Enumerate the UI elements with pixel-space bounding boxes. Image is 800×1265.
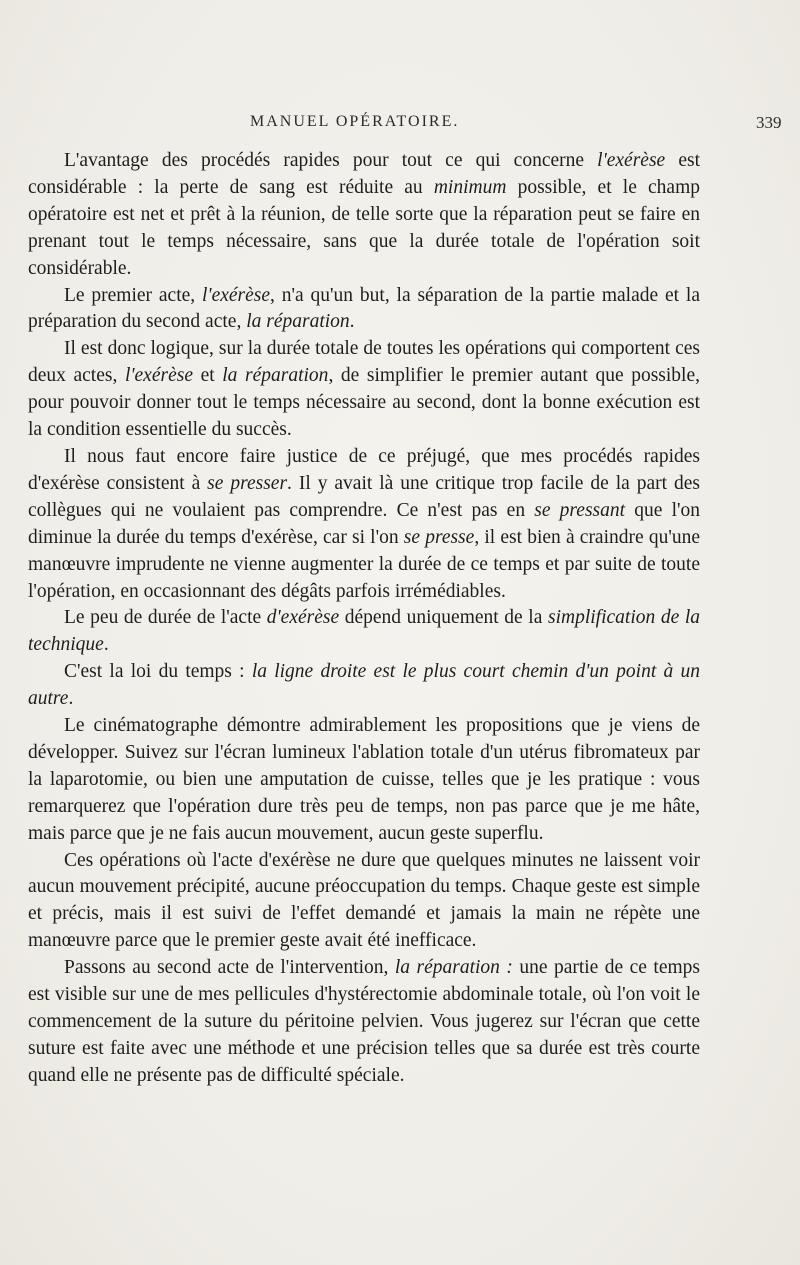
text-run: possible, et le champ opératoire est net et prêt à la réunion, de telle sorte que la réparation peut se faire en prenant tout le temps nécessaire, sans que la durée totale de l'opération soit considérable. [28, 176, 700, 279]
paragraph [28, 848, 700, 956]
paragraph [28, 336, 700, 444]
text-run: Ces opérations où l'acte d'exérèse ne dure que quelques minutes ne laissent voir aucun mouvement précipité, aucune préoccupation du temps. Chaque geste est simple et précis, mais il est suivi de l'effet demandé et jamais la main ne répète une manœuvre parce que le premier geste avait été inefficace. [28, 849, 700, 952]
paragraph [28, 713, 700, 848]
page-header [0, 113, 800, 137]
text-run: . [349, 311, 355, 333]
italic-text: la réparation : [394, 957, 513, 979]
text-run: une partie de ce temps est visible sur une de mes pellicules d'hystérectomie abdominale totale, où l'on voit le commencement de la suture du péritoine pelvien. Vous jugerez sur l'écran que cette suture est faite avec une méthode et une précision telles que sa durée est très courte quand elle ne présente pas de difficulté spéciale. [28, 957, 700, 1086]
paragraph [28, 659, 700, 713]
italic-text: se presse [403, 526, 475, 548]
text-run: que l'on diminue la durée du temps d'exérèse, car si l'on [28, 499, 701, 548]
italic-text: la ligne droite est le plus court chemin d'un point à un autre [28, 661, 700, 710]
paragraph [28, 444, 700, 605]
italic-text: d'exérèse [266, 607, 340, 629]
paragraph [28, 955, 700, 1090]
text-run: C'est la loi du temps : [64, 661, 252, 683]
text-run: . [103, 634, 109, 656]
paragraph [28, 605, 700, 659]
text-run: Le premier acte, [64, 284, 202, 306]
text-run: Le peu de durée de l'acte [64, 607, 267, 629]
text-run: Le cinématographe démontre admirablement les propositions que je viens de développer. Suivez sur l'écran lumineux l'ablation totale d'un utérus fibromateux par la laparotomie, ou bien une amputation de cuisse, telles que je les pratique : vous remarquerez que l'opération dure très peu de temps, non pas parce que je me hâte, mais parce que je ne fais aucun mouvement, aucun geste superflu. [28, 715, 700, 844]
text-run: Il nous faut encore faire justice de ce préjugé, que mes procédés rapides d'exérèse consistent à [28, 445, 700, 494]
text-run: . [68, 688, 74, 710]
italic-text: se presser [207, 472, 288, 494]
paragraph [28, 148, 700, 283]
text-run: et [192, 365, 223, 387]
text-run: Passons au second acte de l'intervention, [64, 957, 395, 979]
text-run: . Il y avait là une critique trop facile de la part des collègues qui ne voulaient pas comprendre. Ce n'est pas en [28, 472, 700, 521]
page-number: 339 [756, 113, 782, 132]
text-run: L'avantage des procédés rapides pour tout ce qui concerne [64, 150, 598, 171]
text-run: , il est bien à craindre qu'une manœuvre imprudente ne vienne augmenter la durée de ce temps et par suite de toute l'opération, en occasionnant des dégâts parfois irrémédiables. [28, 526, 700, 602]
italic-text: simplification de la technique [28, 607, 701, 656]
text-run: est considérable : la perte de sang est réduite au [28, 150, 700, 198]
paragraph [28, 283, 700, 337]
italic-text: minimum [433, 176, 507, 198]
italic-text: l'exérèse [124, 365, 193, 387]
italic-text: se pressant [534, 499, 626, 521]
italic-text: la réparation [222, 365, 329, 387]
running-head: MANUEL OPÉRATOIRE. [250, 113, 460, 130]
text-run: , n'a qu'un but, la séparation de la partie malade et la préparation du second acte, [28, 284, 700, 333]
body-text [28, 148, 700, 1090]
text-run: , de simplifier le premier autant que possible, pour pouvoir donner tout le temps nécessaire au second, dont la bonne exécution est la condition essentielle du succès. [28, 365, 700, 441]
text-run: Il est donc logique, sur la durée totale de toutes les opérations qui comportent ces deux actes, [28, 338, 700, 387]
text-run: dépend uniquement de la [339, 607, 548, 629]
italic-text: l'exérèse [597, 150, 666, 171]
italic-text: la réparation [246, 311, 350, 333]
italic-text: l'exérèse [202, 284, 271, 306]
